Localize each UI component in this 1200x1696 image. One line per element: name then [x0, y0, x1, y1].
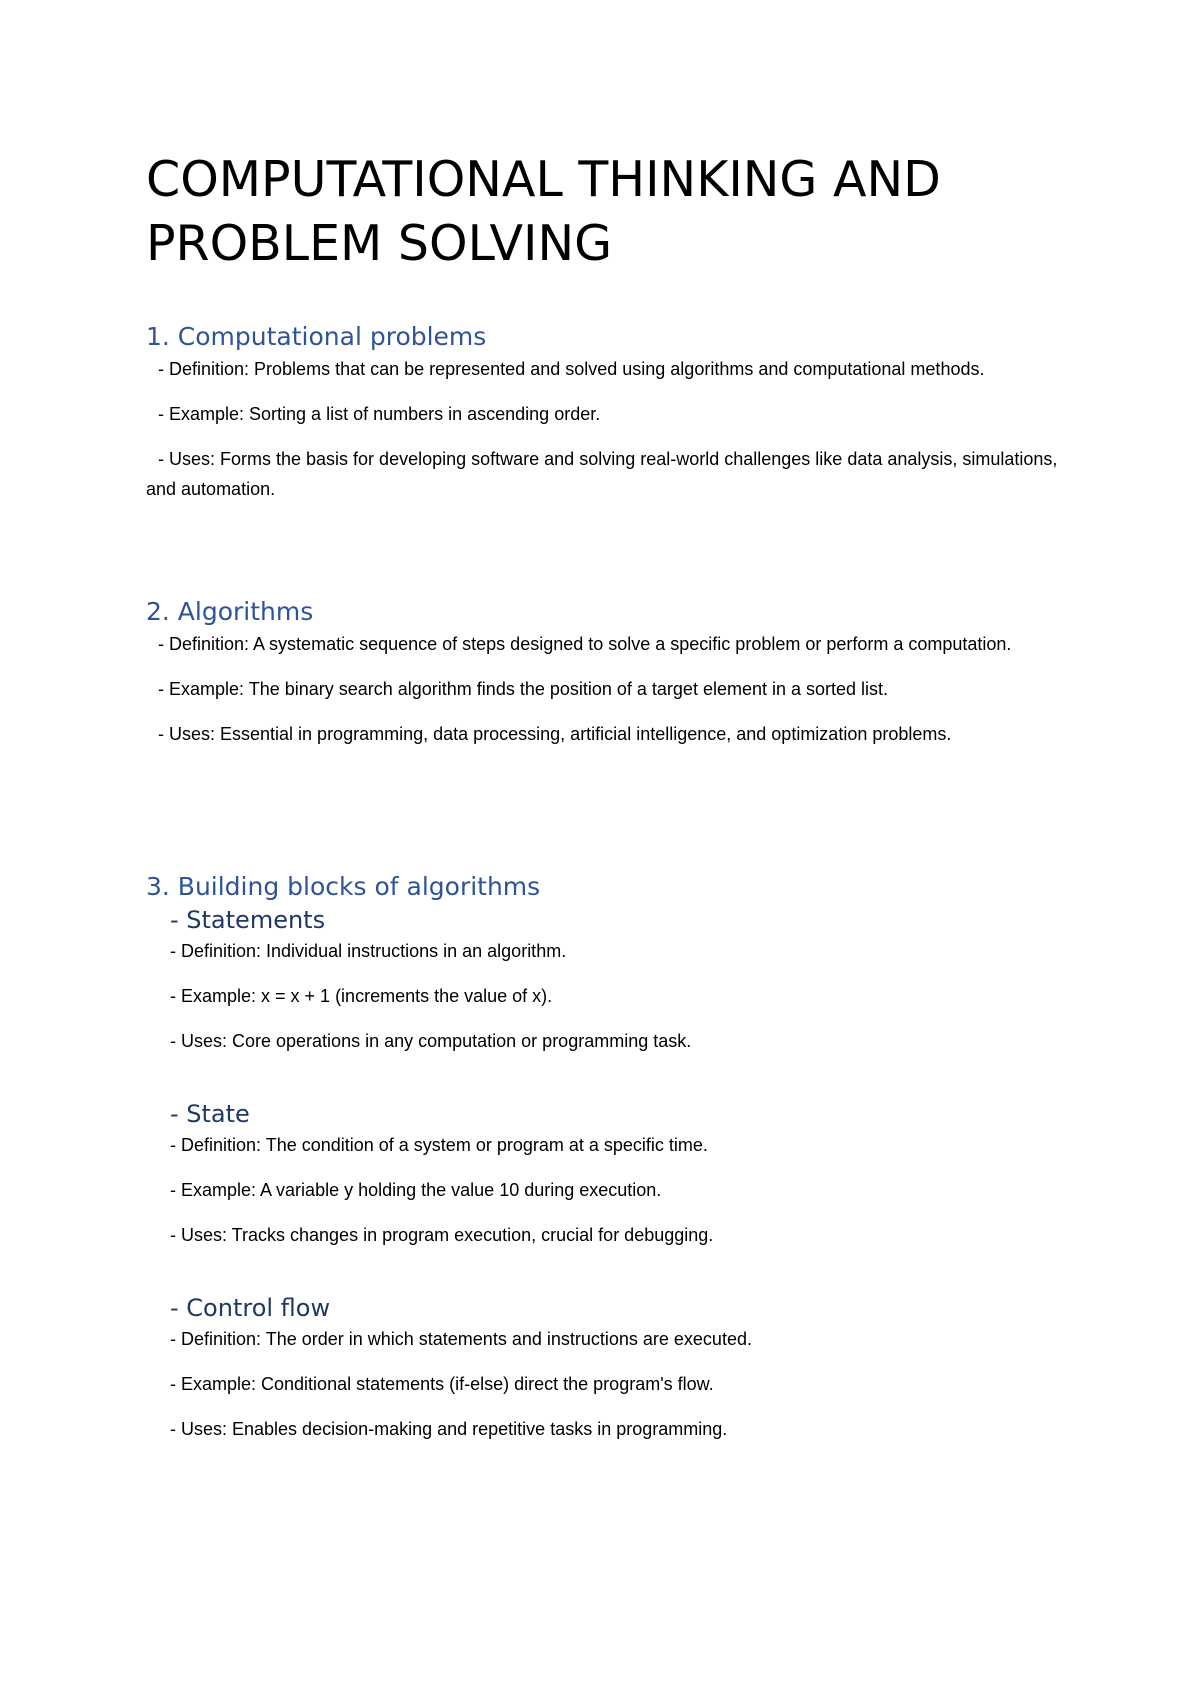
document-title: COMPUTATIONAL THINKING AND PROBLEM SOLVING	[146, 151, 941, 272]
uses-text: - Uses: Tracks changes in program execution, crucial for debugging.	[170, 1225, 714, 1245]
section-computational-problems	[146, 320, 1076, 504]
subsection-state	[146, 1098, 1076, 1250]
section-heading: 2. Algorithms	[146, 597, 314, 626]
definition-text: - Definition: Individual instructions in an algorithm.	[170, 941, 567, 961]
subsection-control-flow	[146, 1292, 1076, 1444]
example-text: - Example: Sorting a list of numbers in ascending order.	[158, 404, 601, 424]
subsection-heading: - State	[170, 1100, 250, 1128]
definition-text: - Definition: A systematic sequence of steps designed to solve a specific problem or perform a computation.	[158, 634, 1012, 654]
section-building-blocks	[146, 870, 1076, 1444]
uses-text: - Uses: Core operations in any computation or programming task.	[170, 1031, 692, 1051]
definition-text: - Definition: Problems that can be represented and solved using algorithms and computational methods.	[158, 359, 985, 379]
uses-text: - Uses: Forms the basis for developing software and solving real-world challenges like data analysis, simulations, and automation.	[146, 449, 1058, 499]
subsection-statements	[146, 904, 1076, 1056]
section-heading: 3. Building blocks of algorithms	[146, 872, 541, 901]
example-text: - Example: The binary search algorithm finds the position of a target element in a sorted list.	[158, 679, 889, 699]
definition-text: - Definition: The order in which statements and instructions are executed.	[170, 1329, 752, 1349]
uses-text: - Uses: Essential in programming, data processing, artificial intelligence, and optimization problems.	[158, 724, 952, 744]
definition-text: - Definition: The condition of a system or program at a specific time.	[170, 1135, 708, 1155]
subsection-heading: - Control flow	[170, 1294, 331, 1322]
document-page	[146, 148, 1076, 1439]
subsection-heading: - Statements	[170, 906, 326, 934]
example-text: - Example: Conditional statements (if-else) direct the program's flow.	[170, 1374, 714, 1394]
section-algorithms	[146, 595, 1076, 749]
section-heading: 1. Computational problems	[146, 322, 487, 351]
uses-text: - Uses: Enables decision-making and repetitive tasks in programming.	[170, 1419, 728, 1439]
example-text: - Example: x = x + 1 (increments the value of x).	[170, 986, 553, 1006]
example-text: - Example: A variable y holding the value 10 during execution.	[170, 1180, 662, 1200]
